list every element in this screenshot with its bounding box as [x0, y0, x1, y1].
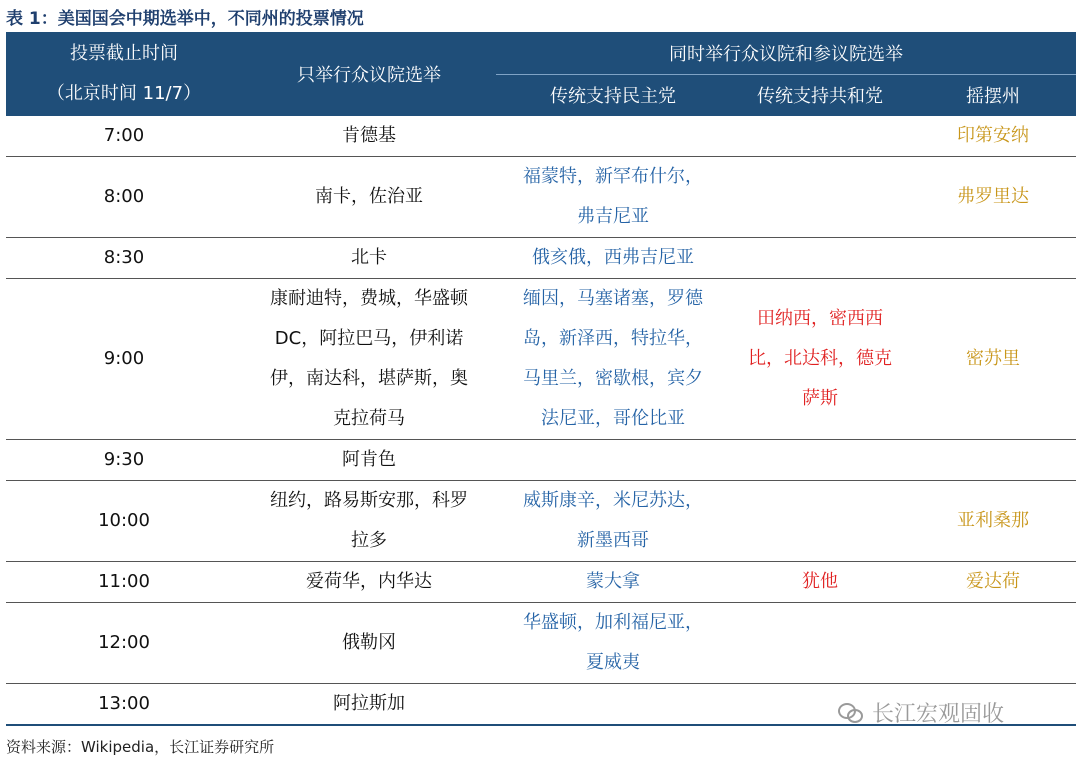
cell-house-only	[242, 684, 496, 726]
cell-swing	[910, 238, 1076, 279]
table-row	[6, 603, 1076, 684]
cell-dem-line: 华盛顿，加利福尼亚，	[523, 612, 703, 633]
cell-house-only	[242, 116, 496, 157]
cell-time: 9:00	[103, 348, 145, 369]
table-row	[6, 238, 1076, 279]
cell-house-only	[242, 157, 496, 238]
cell-swing	[910, 116, 1076, 157]
cell-house-only-line: 俄勒冈	[342, 632, 396, 653]
cell-house-only	[242, 440, 496, 481]
cell-time: 10:00	[98, 510, 150, 531]
cell-time: 13:00	[98, 693, 150, 714]
cell-dem	[496, 157, 730, 238]
table-body	[6, 116, 1076, 725]
election-table	[6, 32, 1076, 726]
cell-house-only-line: DC，阿拉巴马，伊利诺	[274, 328, 464, 349]
cell-swing	[910, 481, 1076, 562]
header-swing: 摇摆州	[910, 74, 1076, 116]
cell-swing-line: 密苏里	[966, 348, 1020, 369]
cell-house-only-line: 康耐迪特，费城，华盛顿	[270, 288, 468, 309]
cell-swing	[910, 562, 1076, 603]
cell-rep	[730, 440, 910, 481]
table-row	[6, 157, 1076, 238]
cell-house-only	[242, 279, 496, 440]
cell-dem	[496, 440, 730, 481]
cell-dem	[496, 481, 730, 562]
table-row	[6, 481, 1076, 562]
cell-dem-line: 福蒙特，新罕布什尔，	[523, 166, 703, 187]
header-rep: 传统支持共和党	[730, 74, 910, 116]
header-time-line2: （北京时间 11/7）	[46, 83, 202, 104]
cell-swing-line: 弗罗里达	[957, 186, 1029, 207]
cell-time: 7:00	[103, 125, 145, 146]
header-both: 同时举行众议院和参议院选举	[496, 32, 1076, 74]
cell-rep	[730, 481, 910, 562]
header-time-line1: 投票截止时间	[70, 43, 178, 64]
header-dem: 传统支持民主党	[496, 74, 730, 116]
cell-dem	[496, 116, 730, 157]
cell-time: 8:00	[103, 186, 145, 207]
source-note: 资料来源：Wikipedia，长江证券研究所	[6, 738, 275, 756]
cell-swing	[910, 440, 1076, 481]
cell-dem-line: 新墨西哥	[577, 530, 649, 551]
cell-rep-line: 犹他	[802, 571, 838, 592]
cell-house-only-line: 阿拉斯加	[333, 693, 405, 714]
cell-swing	[910, 603, 1076, 684]
table-row	[6, 440, 1076, 481]
cell-rep	[730, 279, 910, 440]
cell-house-only-line: 南卡，佐治亚	[315, 186, 423, 207]
cell-swing	[910, 157, 1076, 238]
cell-time: 11:00	[98, 571, 150, 592]
cell-dem	[496, 279, 730, 440]
cell-dem	[496, 684, 730, 726]
cell-dem-line: 马里兰，密歇根，宾夕	[523, 368, 703, 389]
cell-house-only	[242, 238, 496, 279]
header-house-only: 只举行众议院选举	[242, 32, 496, 116]
cell-dem	[496, 238, 730, 279]
cell-dem-line: 威斯康辛，米尼苏达，	[523, 490, 703, 511]
cell-swing-line: 爱达荷	[966, 571, 1020, 592]
cell-house-only-line: 纽约，路易斯安那，科罗	[270, 490, 468, 511]
cell-house-only-line: 伊，南达科，堪萨斯，奥	[270, 368, 468, 389]
cell-rep	[730, 238, 910, 279]
cell-rep	[730, 603, 910, 684]
cell-house-only	[242, 603, 496, 684]
cell-house-only-line: 爱荷华，内华达	[306, 571, 432, 592]
cell-dem	[496, 603, 730, 684]
table-row	[6, 116, 1076, 157]
cell-dem-line: 法尼亚，哥伦比亚	[541, 408, 685, 429]
cell-time: 9:30	[103, 449, 145, 470]
table-title: 表 1：美国国会中期选举中，不同州的投票情况	[6, 9, 364, 29]
cell-rep	[730, 562, 910, 603]
table-row	[6, 562, 1076, 603]
cell-time: 8:30	[103, 247, 145, 268]
cell-dem-line: 夏威夷	[586, 652, 640, 673]
cell-house-only	[242, 481, 496, 562]
cell-rep	[730, 116, 910, 157]
cell-dem-line: 蒙大拿	[586, 571, 640, 592]
cell-house-only-line: 克拉荷马	[333, 408, 405, 429]
cell-house-only-line: 阿肯色	[342, 449, 396, 470]
cell-dem-line: 弗吉尼亚	[577, 206, 649, 227]
wechat-icon	[838, 703, 864, 723]
cell-dem-line: 岛，新泽西，特拉华，	[523, 328, 703, 349]
cell-dem	[496, 562, 730, 603]
cell-house-only-line: 北卡	[351, 247, 387, 268]
cell-time: 12:00	[98, 632, 150, 653]
cell-rep-line: 田纳西，密西西	[757, 308, 883, 329]
watermark-text: 长江宏观固收	[872, 702, 1005, 727]
cell-house-only-line: 肯德基	[342, 125, 396, 146]
cell-house-only-line: 拉多	[351, 530, 387, 551]
cell-rep	[730, 157, 910, 238]
cell-rep-line: 比，北达科，德克	[748, 348, 892, 369]
cell-dem-line: 俄亥俄，西弗吉尼亚	[532, 247, 694, 268]
cell-swing	[910, 279, 1076, 440]
cell-swing-line: 亚利桑那	[957, 510, 1029, 531]
cell-house-only	[242, 562, 496, 603]
table-row	[6, 279, 1076, 440]
cell-dem-line: 缅因，马塞诸塞，罗德	[523, 288, 703, 309]
header-time	[6, 32, 242, 116]
cell-rep-line: 萨斯	[802, 388, 838, 409]
watermark-logo	[838, 697, 1004, 728]
cell-swing-line: 印第安纳	[957, 125, 1029, 146]
